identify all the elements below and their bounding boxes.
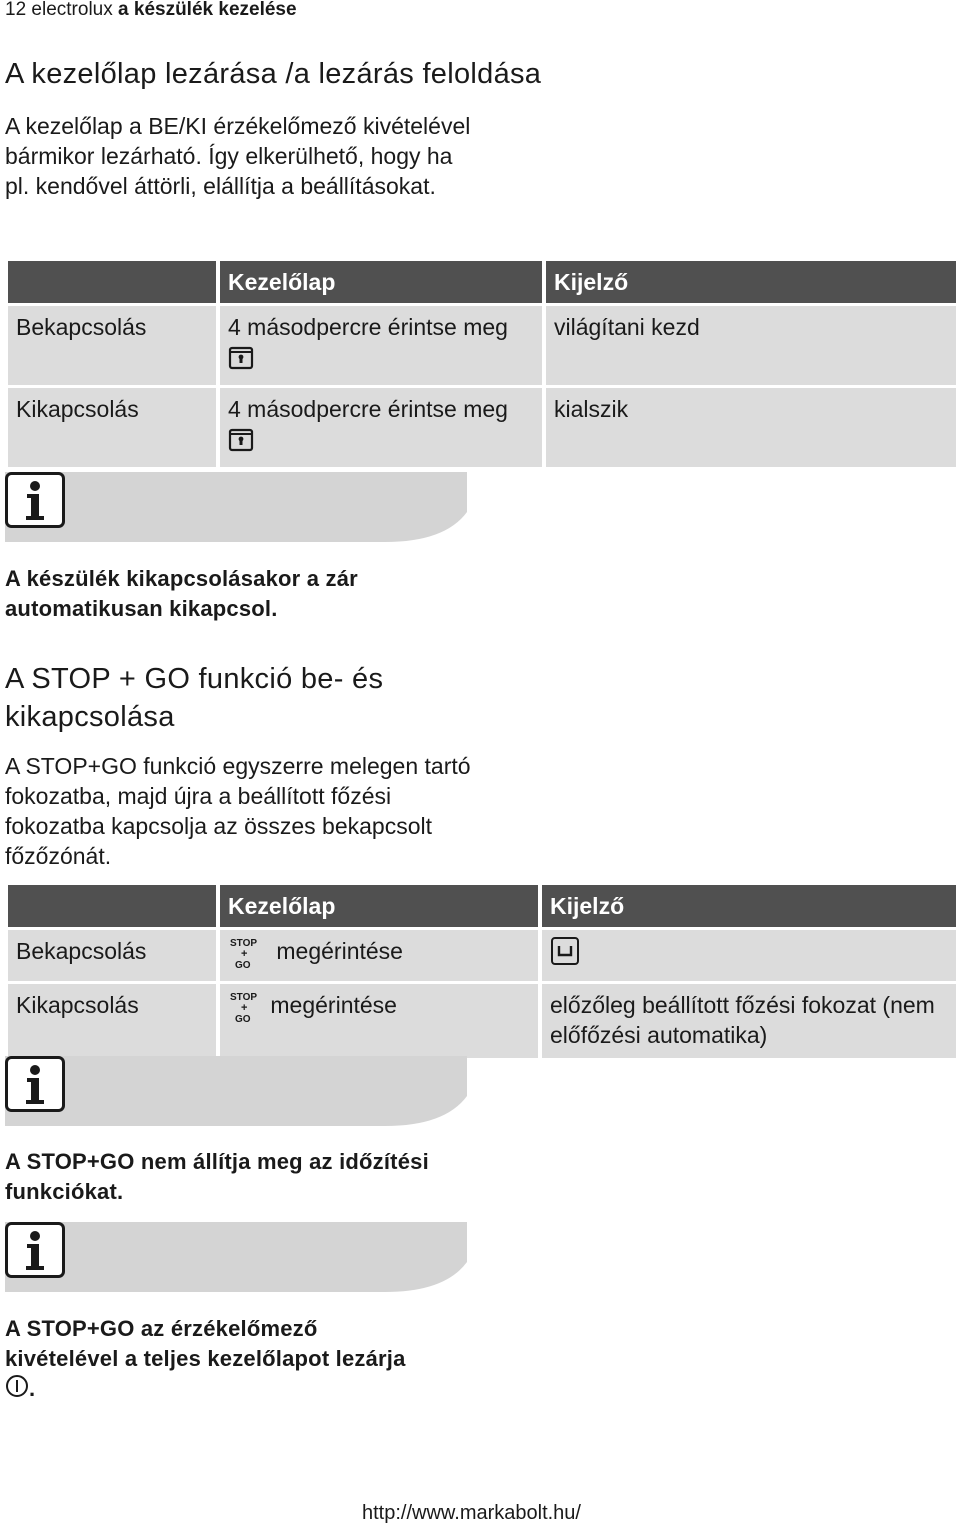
lock-table	[4, 258, 960, 470]
table-header-empty	[8, 885, 216, 927]
table-header-display: Kijelző	[546, 261, 956, 303]
info-box-background	[5, 472, 467, 542]
info-icon	[5, 1222, 65, 1278]
lock-section-paragraph: A kezelőlap a BE/KI érzékelőmező kivételével bármikor lezárható. Így elkerülhető, hogy ha pl. kendővel áttörli, elállítja a beállításokat.	[5, 113, 471, 199]
stop-go-icon-mid: +	[241, 948, 248, 960]
table-header-empty	[8, 261, 216, 303]
stopgo-section-paragraph: A STOP+GO funkció egyszerre melegen tartó fokozatba, majd újra a beállított főzési fokozatba kapcsolja az összes bekapcsolt főzőzónát.	[5, 753, 471, 869]
table-row	[8, 306, 956, 385]
stopgo-note-lock-text: A STOP+GO az érzékelőmező kivételével a teljes kezelőlapot lezárja	[5, 1316, 406, 1371]
stop-go-icon-bottom: GO	[235, 960, 251, 970]
keep-warm-symbol-icon	[550, 936, 580, 973]
info-box-background	[5, 1056, 467, 1126]
row-display: kialszik	[546, 388, 956, 467]
lock-icon	[228, 424, 254, 459]
row-display: világítani kezd	[546, 306, 956, 385]
info-box-background	[5, 1222, 467, 1292]
page-number: 12	[5, 0, 27, 20]
info-box	[5, 472, 467, 542]
section-name: a készülék kezelése	[118, 0, 297, 20]
info-icon	[5, 472, 65, 528]
stopgo-note-lock	[5, 1314, 425, 1406]
stopgo-note-timers: A STOP+GO nem állítja meg az időzítési funkciókat.	[5, 1149, 429, 1204]
row-panel	[220, 388, 542, 467]
row-action: Bekapcsolás	[8, 306, 216, 385]
row-panel-text: megérintése	[270, 992, 397, 1019]
table-row	[8, 388, 956, 467]
lock-icon	[228, 342, 254, 377]
stop-go-icon-mid: +	[241, 1002, 248, 1014]
page-header	[5, 0, 297, 19]
stopgo-section-title: A STOP + GO funkció be- és kikapcsolása	[5, 663, 384, 733]
row-action: Bekapcsolás	[8, 930, 216, 981]
lock-section-title: A kezelőlap lezárása /a lezárás feloldása	[5, 58, 542, 90]
table-header-panel: Kezelőlap	[220, 885, 538, 927]
row-display	[542, 930, 956, 981]
footer-url[interactable]: http://www.markabolt.hu/	[362, 1502, 581, 1524]
row-action: Kikapcsolás	[8, 388, 216, 467]
row-display: előzőleg beállított főzési fokozat (nem előfőzési automatika)	[542, 984, 956, 1058]
table-header-panel: Kezelőlap	[220, 261, 542, 303]
table-header-display: Kijelző	[542, 885, 956, 927]
table-header-row	[8, 261, 956, 303]
stop-go-icon	[228, 936, 264, 970]
stopgo-note-lock-end: .	[29, 1376, 36, 1401]
row-panel-text: megérintése	[276, 938, 403, 965]
stop-go-icon-top: STOP	[230, 938, 258, 949]
info-box	[5, 1222, 467, 1292]
stop-go-icon	[228, 990, 264, 1024]
lock-note: A készülék kikapcsolásakor a zár automatikusan kikapcsol.	[5, 566, 358, 621]
info-icon	[5, 1056, 65, 1112]
row-panel	[220, 306, 542, 385]
row-panel	[220, 930, 538, 981]
stopgo-table	[4, 882, 960, 1061]
table-row	[8, 984, 956, 1058]
row-panel	[220, 984, 538, 1058]
stop-go-icon-top: STOP	[230, 992, 258, 1003]
info-box	[5, 1056, 467, 1126]
row-panel-text: 4 másodpercre érintse meg	[228, 396, 508, 422]
row-panel-text: 4 másodpercre érintse meg	[228, 314, 508, 340]
brand-name: electrolux	[31, 0, 113, 20]
row-action: Kikapcsolás	[8, 984, 216, 1058]
table-row	[8, 930, 956, 981]
stop-go-icon-bottom: GO	[235, 1014, 251, 1024]
table-header-row	[8, 885, 956, 927]
power-icon	[5, 1374, 29, 1406]
